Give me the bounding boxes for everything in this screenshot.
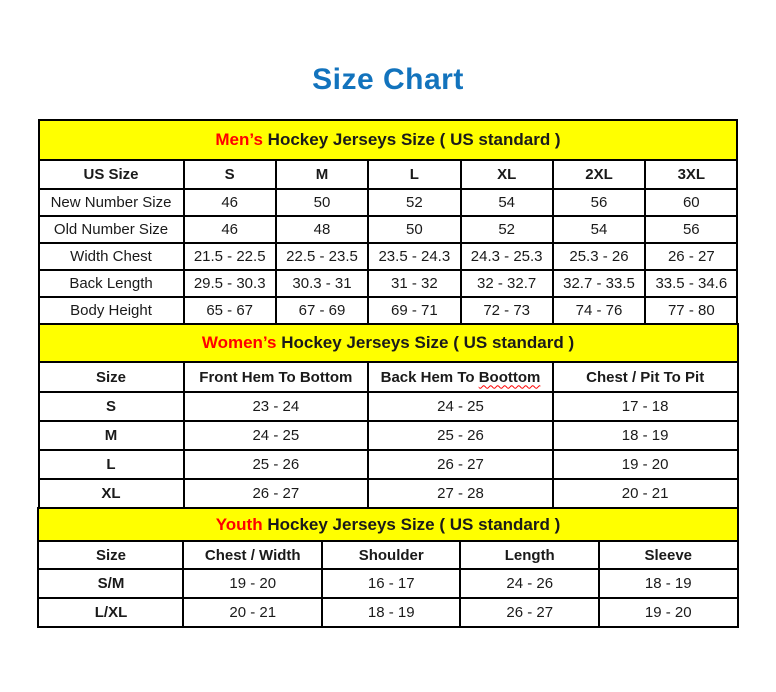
table-row (38, 569, 737, 598)
row-label: Body Height (39, 297, 184, 324)
mens-col-xl: XL (461, 160, 553, 189)
size-value: 23.5 - 24.3 (368, 243, 460, 270)
table-row (39, 421, 738, 450)
mens-title-rest: Hockey Jerseys Size ( US standard ) (267, 130, 561, 149)
size-value: 20 - 21 (183, 598, 322, 627)
size-value: 32.7 - 33.5 (553, 270, 645, 297)
youth-accent-word: Youth (215, 514, 263, 534)
size-value: 74 - 76 (553, 297, 645, 324)
mens-col-m: M (276, 160, 368, 189)
size-value: 24.3 - 25.3 (461, 243, 553, 270)
size-value: 52 (461, 216, 553, 243)
womens-title-rest: Hockey Jerseys Size ( US standard ) (281, 333, 575, 352)
row-label: Back Length (39, 270, 184, 297)
womens-col-front-hem: Front Hem To Bottom (184, 362, 369, 392)
womens-column-header-row (39, 362, 738, 392)
youth-col-sleeve: Sleeve (599, 541, 738, 569)
size-value: 72 - 73 (461, 297, 553, 324)
size-value: 56 (553, 189, 645, 216)
mens-accent-word: Men’s (215, 130, 263, 149)
womens-section-title (39, 324, 738, 362)
youth-column-header-row (38, 541, 737, 569)
size-value: 26 - 27 (368, 450, 553, 479)
size-value: 19 - 20 (553, 450, 738, 479)
youth-section-band (38, 508, 737, 541)
row-label: New Number Size (39, 189, 184, 216)
size-value: 46 (184, 216, 276, 243)
table-row (39, 479, 738, 508)
page-title: Size Chart (312, 63, 464, 96)
youth-col-length: Length (460, 541, 599, 569)
mens-column-header-row (39, 160, 738, 189)
size-value: 69 - 71 (368, 297, 460, 324)
size-value: 20 - 21 (553, 479, 738, 508)
womens-col-chest-pit: Chest / Pit To Pit (553, 362, 738, 392)
mens-size-table (38, 119, 739, 325)
size-value: 26 - 27 (645, 243, 737, 270)
size-value: 52 (368, 189, 460, 216)
youth-col-shoulder: Shoulder (322, 541, 461, 569)
mens-col-s: S (184, 160, 276, 189)
youth-col-chest-width: Chest / Width (183, 541, 322, 569)
row-label: XL (39, 479, 184, 508)
table-row (39, 243, 738, 270)
size-value: 18 - 19 (553, 421, 738, 450)
table-row (38, 598, 737, 627)
size-value: 25.3 - 26 (553, 243, 645, 270)
size-value: 25 - 26 (368, 421, 553, 450)
size-value: 18 - 19 (322, 598, 461, 627)
size-value: 19 - 20 (599, 598, 738, 627)
size-value: 46 (184, 189, 276, 216)
row-label: M (39, 421, 184, 450)
back-hem-misspelled-word: Boottom (478, 368, 541, 386)
mens-col-l: L (368, 160, 460, 189)
womens-col-size: Size (39, 362, 184, 392)
size-value: 18 - 19 (599, 569, 738, 598)
womens-size-table (38, 323, 739, 509)
size-value: 24 - 26 (460, 569, 599, 598)
womens-accent-word: Women’s (201, 333, 277, 352)
size-value: 25 - 26 (184, 450, 369, 479)
row-label: S/M (38, 569, 183, 598)
size-value: 26 - 27 (184, 479, 369, 508)
youth-size-table (37, 507, 738, 628)
table-row (39, 297, 738, 324)
size-value: 24 - 25 (368, 392, 553, 421)
row-label: L (39, 450, 184, 479)
size-value: 23 - 24 (184, 392, 369, 421)
mens-col-3xl: 3XL (645, 160, 737, 189)
row-label: L/XL (38, 598, 183, 627)
size-value: 50 (368, 216, 460, 243)
table-row (39, 450, 738, 479)
table-row (39, 189, 738, 216)
size-value: 50 (276, 189, 368, 216)
size-value: 16 - 17 (322, 569, 461, 598)
size-value: 33.5 - 34.6 (645, 270, 737, 297)
youth-section-title (38, 508, 737, 541)
size-value: 30.3 - 31 (276, 270, 368, 297)
size-value: 31 - 32 (368, 270, 460, 297)
table-row (39, 392, 738, 421)
size-value: 21.5 - 22.5 (184, 243, 276, 270)
row-label: Width Chest (39, 243, 184, 270)
size-value: 60 (645, 189, 737, 216)
womens-col-back-hem (368, 362, 553, 392)
size-value: 56 (645, 216, 737, 243)
size-value: 65 - 67 (184, 297, 276, 324)
size-value: 26 - 27 (460, 598, 599, 627)
size-value: 19 - 20 (183, 569, 322, 598)
size-value: 67 - 69 (276, 297, 368, 324)
size-value: 77 - 80 (645, 297, 737, 324)
back-hem-prefix: Back Hem To (380, 368, 475, 386)
womens-section-band (39, 324, 738, 362)
mens-col-us-size: US Size (39, 160, 184, 189)
mens-section-title (39, 120, 738, 160)
size-value: 29.5 - 30.3 (184, 270, 276, 297)
size-value: 48 (276, 216, 368, 243)
size-value: 22.5 - 23.5 (276, 243, 368, 270)
youth-title-rest: Hockey Jerseys Size ( US standard ) (267, 514, 561, 534)
size-value: 17 - 18 (553, 392, 738, 421)
row-label: Old Number Size (39, 216, 184, 243)
size-value: 32 - 32.7 (461, 270, 553, 297)
row-label: S (39, 392, 184, 421)
size-value: 27 - 28 (368, 479, 553, 508)
size-value: 54 (461, 189, 553, 216)
youth-col-size: Size (38, 541, 183, 569)
size-value: 24 - 25 (184, 421, 369, 450)
table-row (39, 270, 738, 297)
mens-col-2xl: 2XL (553, 160, 645, 189)
table-row (39, 216, 738, 243)
size-value: 54 (553, 216, 645, 243)
mens-section-band (39, 120, 738, 160)
